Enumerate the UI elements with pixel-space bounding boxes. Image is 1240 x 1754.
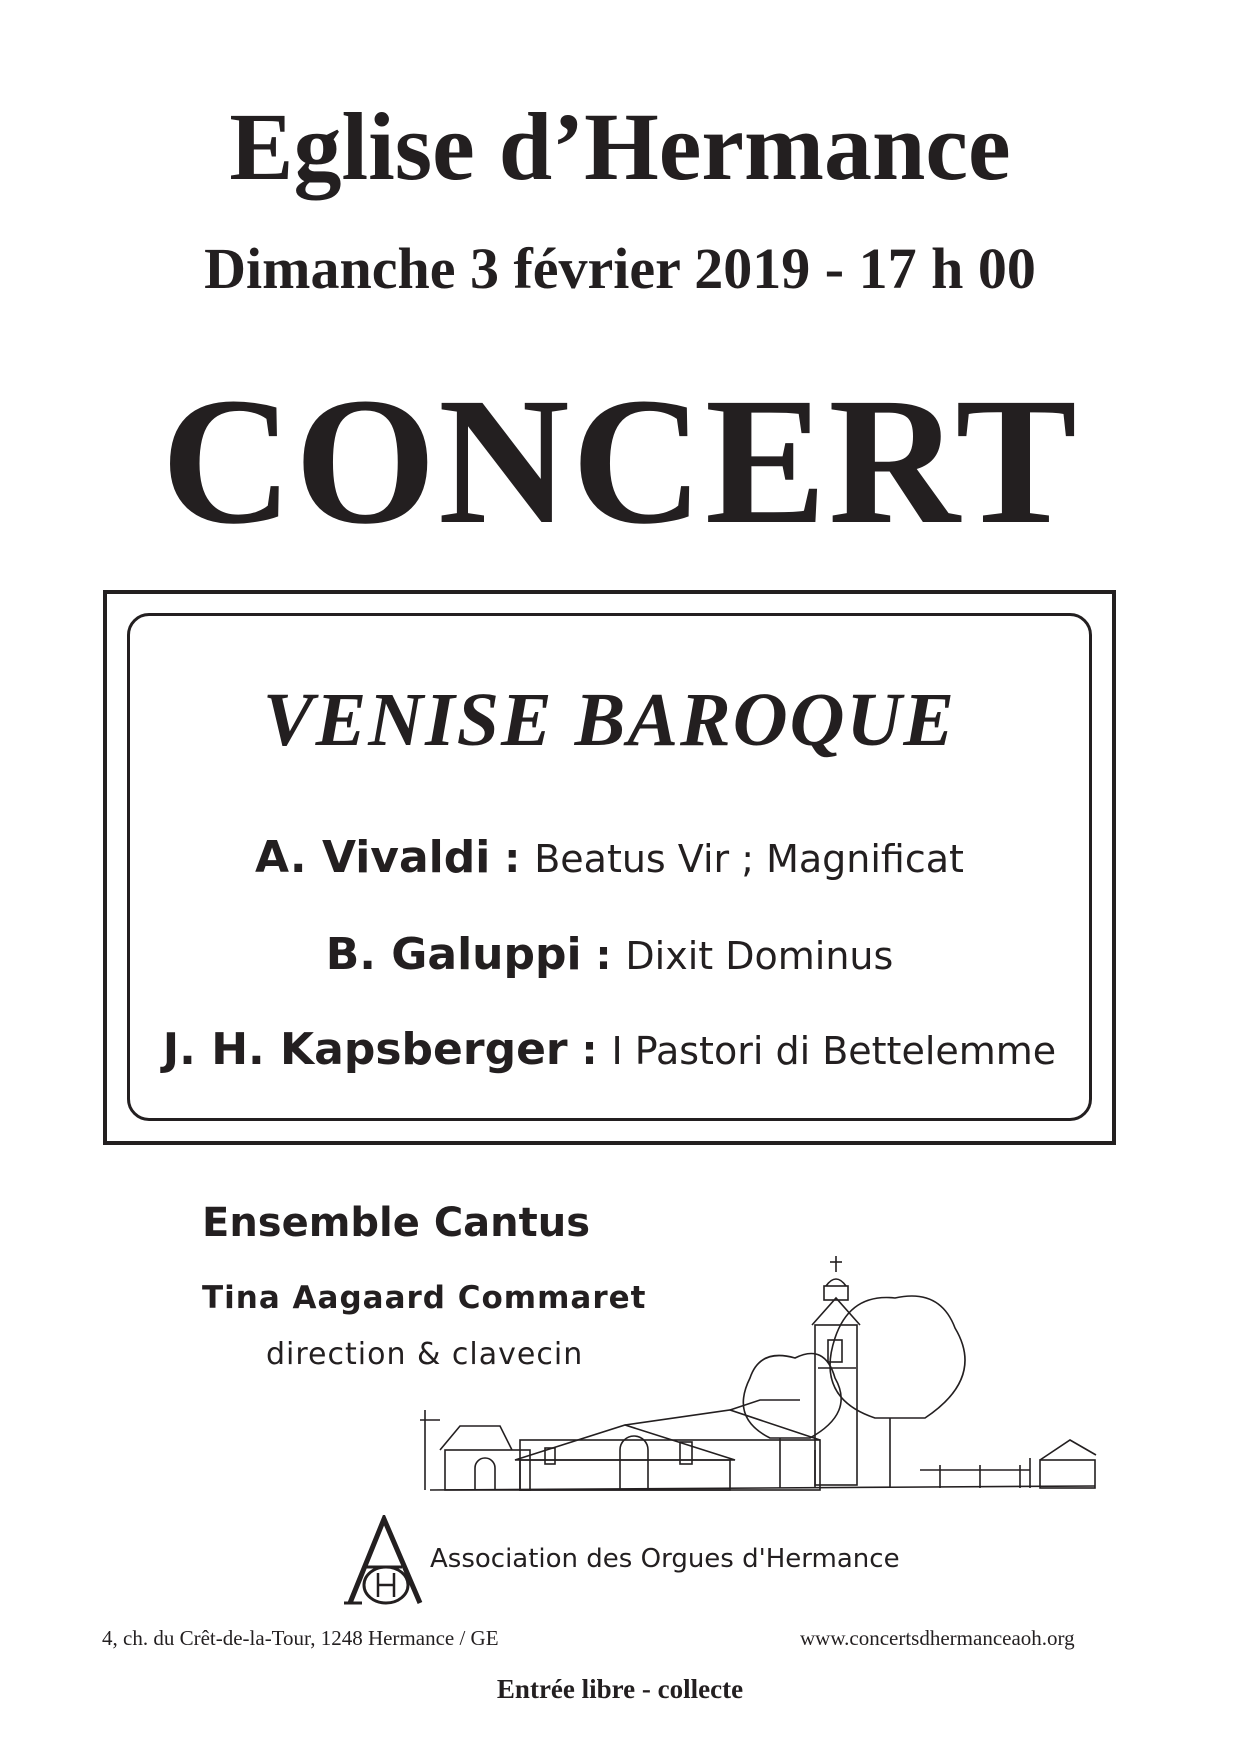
work-composer: J. H. Kapsberger (162, 1024, 568, 1075)
program-work (103, 828, 1116, 897)
work-composer: B. Galuppi (325, 929, 582, 980)
work-pieces: Beatus Vir ; Magnificat (534, 837, 964, 881)
event-datetime: Dimanche 3 février 2019 - 17 h 00 (204, 236, 1036, 301)
website-link[interactable]: www.concertsdhermanceaoh.org (800, 1626, 1075, 1650)
concert-headline: CONCERT (161, 361, 1079, 562)
organizer-name: Association des Orgues d'Hermance (430, 1544, 900, 1574)
aoh-monogram-icon (340, 1515, 432, 1607)
program-work (103, 925, 1116, 994)
church-drawing-icon (420, 1250, 1100, 1510)
conductor-name: Tina Aagaard Commaret (202, 1280, 647, 1316)
work-pieces: I Pastori di Bettelemme (611, 1029, 1057, 1073)
conductor-role: direction & clavecin (266, 1337, 584, 1372)
work-separator: : (581, 933, 626, 979)
venue-title: Eglise d’Hermance (229, 93, 1011, 200)
work-separator: : (490, 836, 535, 882)
work-separator: : (567, 1028, 612, 1074)
venue-address: 4, ch. du Crêt-de-la-Tour, 1248 Hermance / GE (102, 1626, 499, 1650)
admission-info: Entrée libre - collecte (496, 1674, 744, 1704)
ensemble-name: Ensemble Cantus (202, 1200, 591, 1246)
work-pieces: Dixit Dominus (625, 934, 894, 978)
program-title: VENISE BAROQUE (262, 678, 957, 762)
work-composer: A. Vivaldi (255, 832, 491, 883)
program-work (103, 1020, 1116, 1089)
